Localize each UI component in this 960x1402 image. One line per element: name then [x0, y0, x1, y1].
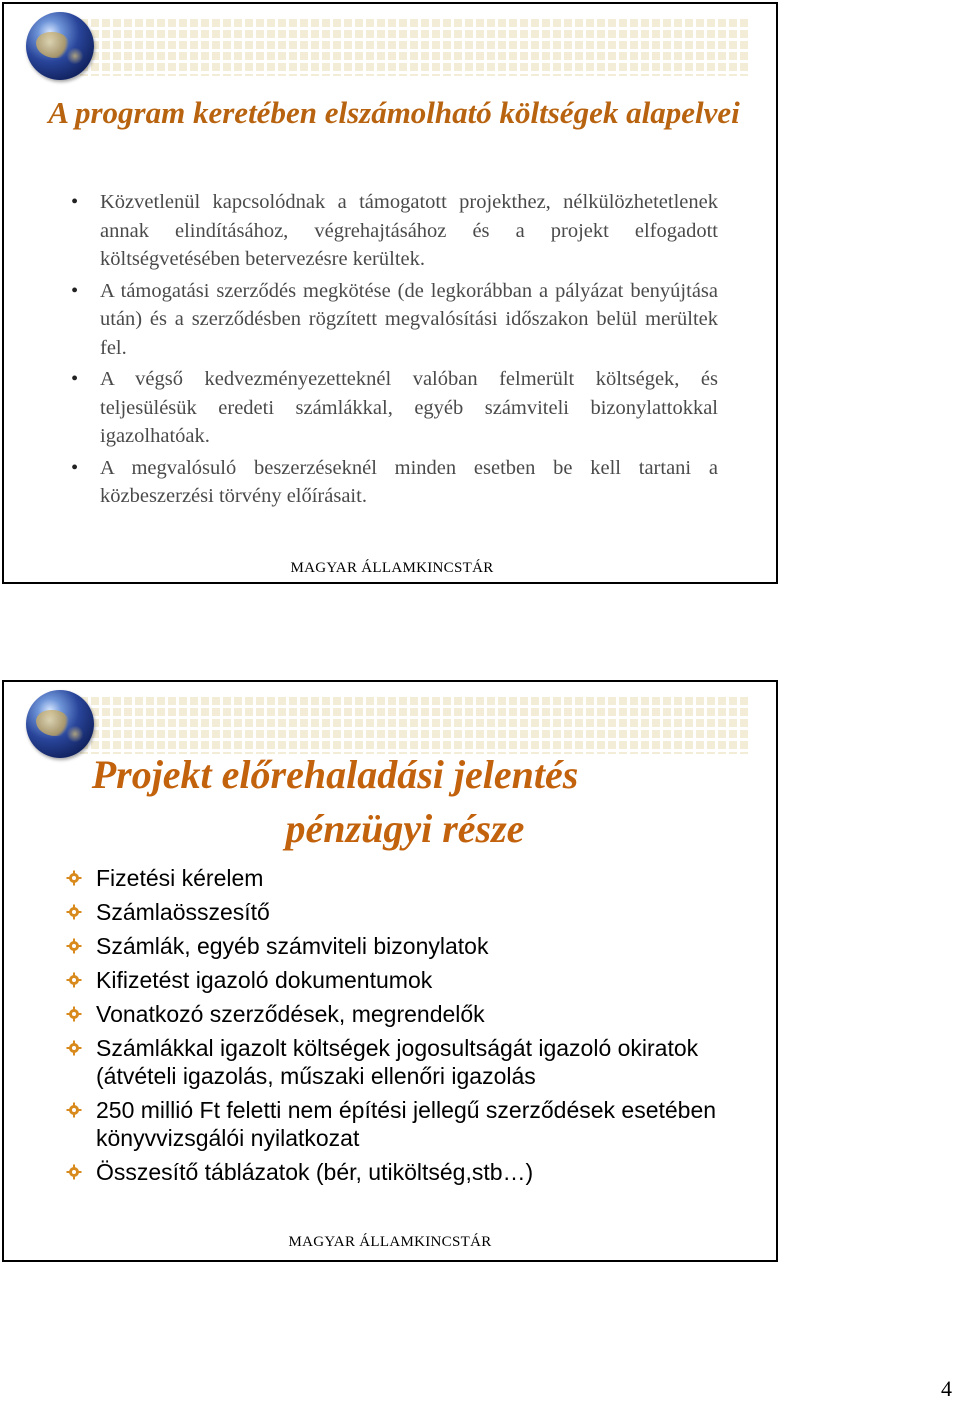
list-item: Számlaösszesítő [66, 898, 746, 926]
bullet-icon: • [71, 368, 79, 390]
slide-1-bullet-list [68, 188, 718, 514]
list-item: • A támogatási szerződés megkötése (de legkorábban a pályázat benyújtása után) és a szerződésben rögzített megvalósítási időszakon belül merültek fel. [68, 277, 718, 363]
list-item: 250 millió Ft feletti nem építési jellegű szerződések esetében könyvvizsgálói nyilatkozat [66, 1096, 746, 1152]
gear-bullet-icon [66, 938, 82, 954]
gear-bullet-icon [66, 972, 82, 988]
slide-2-title-line-1: Projekt előrehaladási jelentés [91, 752, 579, 797]
bullet-icon: • [71, 279, 79, 302]
gear-bullet-icon [66, 1006, 82, 1022]
list-item: Számlák, egyéb számviteli bizonylatok [66, 932, 746, 960]
slide-2-footer: MAGYAR ÁLLAMKINCSTÁR [288, 1234, 492, 1250]
list-item: Fizetési kérelem [66, 864, 746, 892]
list-item: Összesítő táblázatok (bér, utiköltség,stb…) [66, 1158, 746, 1186]
slide-1 [2, 2, 778, 584]
list-item: Számlákkal igazolt költségek jogosultságát igazoló okiratok (átvételi igazolás, műszaki ellenőri igazolás [66, 1034, 746, 1090]
page-number: 4 [941, 1376, 952, 1401]
slide-2-title [30, 748, 750, 856]
gear-bullet-icon [66, 1164, 82, 1180]
gear-bullet-icon [66, 1102, 82, 1118]
decorative-grid-banner [66, 694, 749, 754]
globe-icon [26, 12, 94, 80]
gear-bullet-icon [66, 1040, 82, 1056]
gear-bullet-icon [66, 870, 82, 886]
gear-bullet-icon [66, 904, 82, 920]
bullet-icon: • [71, 456, 79, 479]
bullet-icon: • [71, 191, 79, 213]
list-item: • A végső kedvezményezetteknél valóban felmerült költségek, és teljesülésük eredeti számlákkal, egyéb számviteli bizonylattokkal igazolhatóak. [68, 365, 718, 451]
slide-2-title-line-2: pénzügyi része [285, 806, 525, 851]
list-item: • A megvalósuló beszerzéseknél minden esetben be kell tartani a közbeszerzési törvény előírásait. [68, 454, 718, 511]
list-item: Kifizetést igazoló dokumentumok [66, 966, 746, 994]
list-item: • Közvetlenül kapcsolódnak a támogatott projekthez, nélkülözhetetlenek annak elindításához, végrehajtásához és a projekt elfogadott költségvetésében betervezésre kerültek. [68, 188, 718, 274]
slide-1-footer: MAGYAR ÁLLAMKINCSTÁR [290, 560, 494, 576]
list-item: Vonatkozó szerződések, megrendelők [66, 1000, 746, 1028]
slide-2-bullet-list [66, 864, 746, 1192]
decorative-grid-banner [66, 16, 749, 76]
slide-1-title: A program keretében elszámolható költségek alapelvei [48, 95, 740, 130]
